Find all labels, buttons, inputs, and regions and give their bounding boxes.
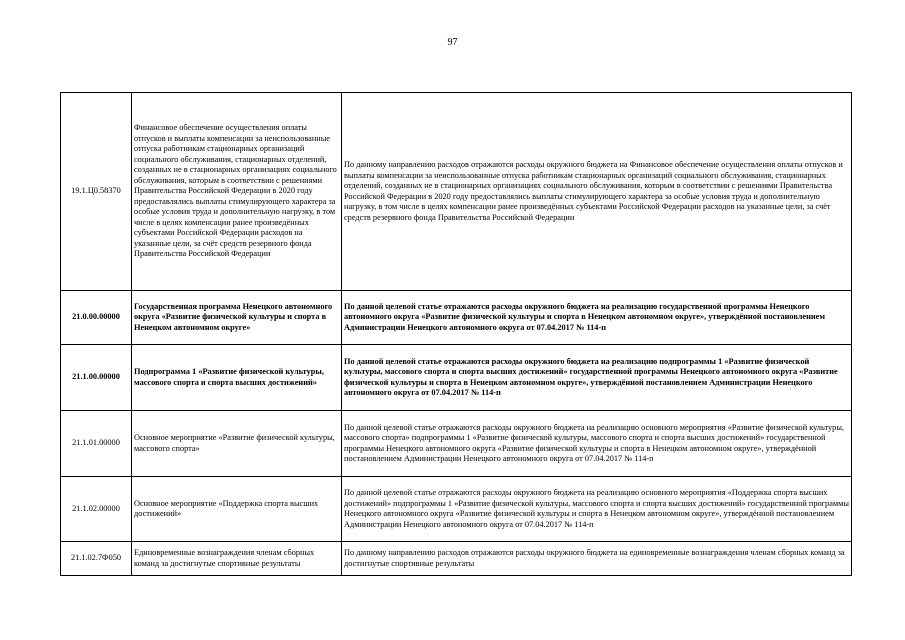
target-item-name: Основное мероприятие «Развитие физической культуры, массового спорта» bbox=[132, 411, 342, 477]
target-item-name: Подпрограмма 1 «Развитие физической культуры, массового спорта и спорта высших достижений» bbox=[132, 345, 342, 411]
target-item-code: 19.1.Ц0.58370 bbox=[61, 93, 132, 291]
target-item-name: Государственная программа Ненецкого автономного округа «Развитие физической культуры и спорта в Ненецком автономном округе» bbox=[132, 291, 342, 345]
target-item-description: По данной целевой статье отражаются расходы окружного бюджета на реализацию подпрограммы 1 «Развитие физической культуры, массового спорта и спорта высших достижений» государственной программы Ненецкого автономного округа «Развитие физической культуры и спорта в Ненецком автономном округе», утверждённой постановлением Администрации Ненецкого автономного округа от 07.04.2017 № 114-п bbox=[342, 345, 852, 411]
target-item-code: 21.1.00.00000 bbox=[61, 345, 132, 411]
target-item-code: 21.1.02.7Ф050 bbox=[61, 542, 132, 576]
target-item-description: По данному направлению расходов отражаются расходы окружного бюджета на Финансовое обеспечение осуществления оплаты отпусков и выплаты компенсации за неиспользованные отпуска работникам стационарных организаций социального обслуживания, стационарных отделений, созданных не в стационарных организациях социального обслуживания, которым в соответствии с решениями Правительства Российской Федерации в 2020 году предоставлялись выплаты стимулирующего характера за особые условия труда и дополнительную нагрузку, в том числе в целях компенсации ранее произведённых субъектами Российской Федерации расходов на указанные цели, за счёт средств резервного фонда Правительства Российской Федерации bbox=[342, 93, 852, 291]
table-row bbox=[61, 291, 852, 345]
target-item-description: По данному направлению расходов отражаются расходы окружного бюджета на единовременные вознаграждения членам сборных команд за достигнутые спортивные результаты bbox=[342, 542, 852, 576]
target-item-description: По данной целевой статье отражаются расходы окружного бюджета на реализацию основного мероприятия «Поддержка спорта высших достижений» подпрограммы 1 «Развитие физической культуры, массового спорта и спорта высших достижений» государственной программы Ненецкого автономного округа «Развитие физической культуры и спорта в Ненецком автономном округе», утверждённой постановлением Администрации Ненецкого автономного округа от 07.04.2017 № 114-п bbox=[342, 477, 852, 542]
target-item-code: 21.0.00.00000 bbox=[61, 291, 132, 345]
table-row bbox=[61, 542, 852, 576]
table-row bbox=[61, 93, 852, 291]
target-item-description: По данной целевой статье отражаются расходы окружного бюджета на реализацию основного мероприятия «Развитие физической культуры, массового спорта» подпрограммы 1 «Развитие физической культуры, массового спорта и спорта высших достижений» государственной программы Ненецкого автономного округа «Развитие физической культуры и спорта в Ненецком автономном округе», утверждённой постановлением Администрации Ненецкого автономного округа от 07.04.2017 № 114-п bbox=[342, 411, 852, 477]
table-row bbox=[61, 477, 852, 542]
target-item-name: Единовременные вознаграждения членам сборных команд за достигнутые спортивные результаты bbox=[132, 542, 342, 576]
table-row bbox=[61, 345, 852, 411]
target-item-name: Финансовое обеспечение осуществления оплаты отпусков и выплаты компенсации за неиспользованные отпуска работникам стационарных организаций социального обслуживания, стационарных отделений, созданных не в стационарных организациях социального обслуживания, которым в соответствии с решениями Правительства Российской Федерации в 2020 году предоставлялись выплаты стимулирующего характера за особые условия труда и дополнительную нагрузку, в том числе в целях компенсации ранее произведённых субъектами Российской Федерации расходов на указанные цели, за счёт средств резервного фонда Правительства Российской Федерации bbox=[132, 93, 342, 291]
budget-classification-table bbox=[60, 92, 852, 576]
target-item-name: Основное мероприятие «Поддержка спорта высших достижений» bbox=[132, 477, 342, 542]
page-number: 97 bbox=[447, 37, 458, 48]
target-item-code: 21.1.02.00000 bbox=[61, 477, 132, 542]
table-row bbox=[61, 411, 852, 477]
target-item-code: 21.1.01.00000 bbox=[61, 411, 132, 477]
target-item-description: По данной целевой статье отражаются расходы окружного бюджета на реализацию государственной программы Ненецкого автономного округа «Развитие физической культуры и спорта в Ненецком автономном округе», утверждённой постановлением Администрации Ненецкого автономного округа от 07.04.2017 № 114-п bbox=[342, 291, 852, 345]
